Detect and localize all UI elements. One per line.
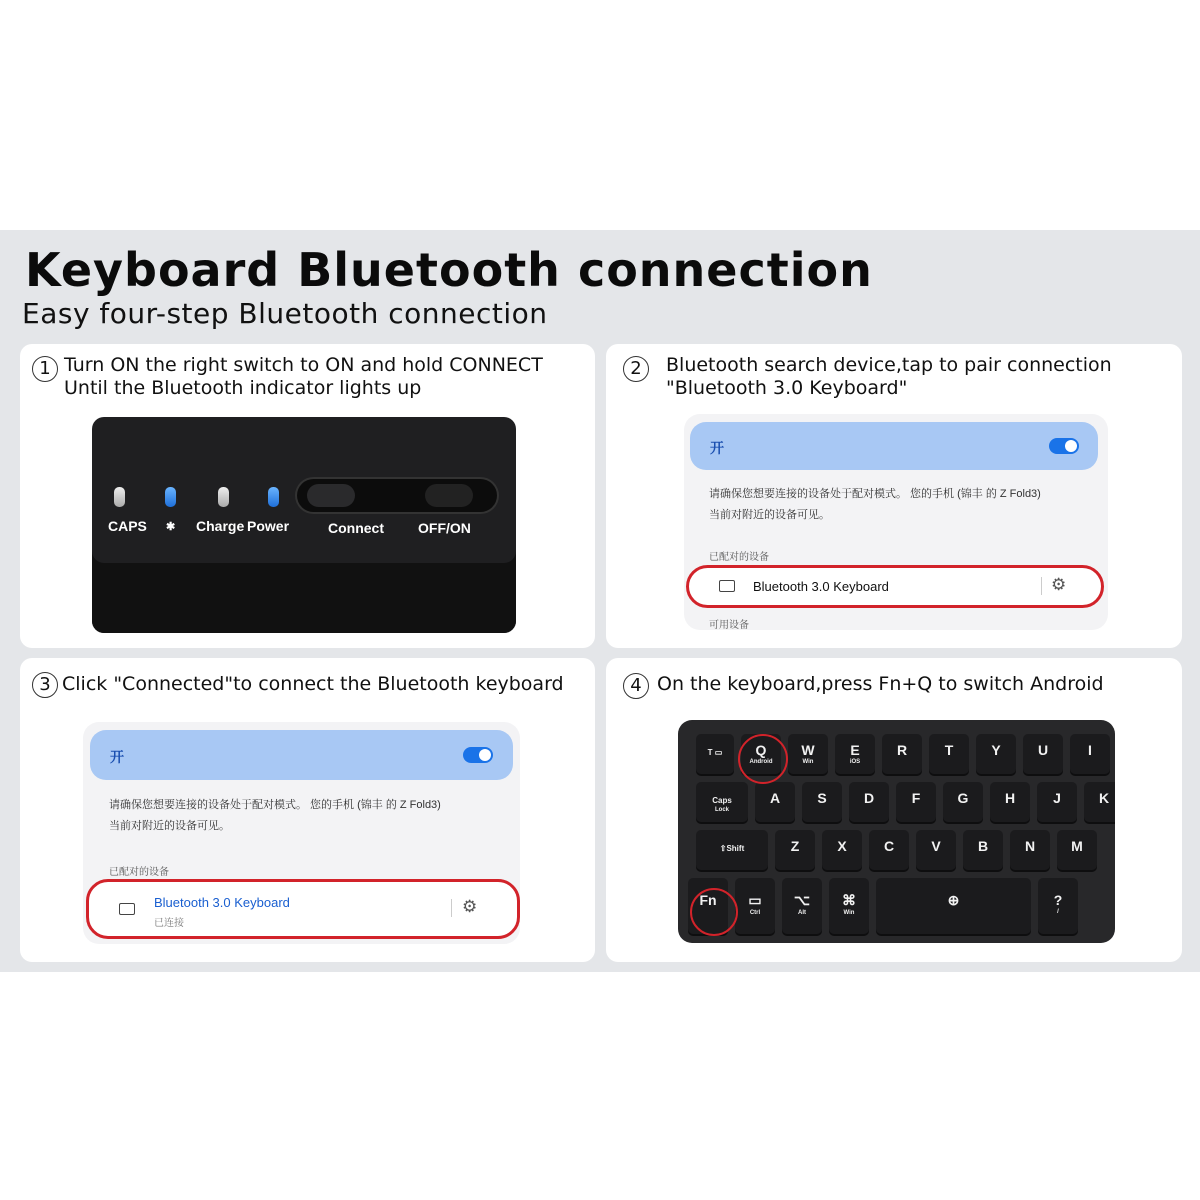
description-line: 请确保您想要连接的设备处于配对模式。 您的手机 (锦丰 的 Z Fold3): [709, 488, 1041, 500]
key-label: I: [1088, 742, 1092, 758]
key-label: N: [1024, 838, 1036, 854]
row-divider: [1041, 577, 1042, 595]
key-row1-2: [788, 734, 828, 774]
gear-icon[interactable]: ⚙: [462, 897, 478, 916]
pairing-description: [109, 795, 441, 837]
step-number: 3: [32, 672, 58, 698]
toggle-label: 开: [110, 749, 124, 765]
description-line: 当前对附近的设备可见。: [709, 509, 830, 521]
key-label: ?: [1053, 892, 1063, 908]
row-divider: [451, 899, 452, 917]
key-sublabel: /: [1057, 909, 1059, 915]
paired-devices-header: 已配对的设备: [109, 867, 169, 878]
keyboard-photo: [678, 720, 1115, 943]
key-row3-0: [696, 830, 768, 870]
key-label: Q: [755, 742, 767, 758]
key-row2-0: [696, 782, 748, 822]
key-label: J: [1053, 790, 1061, 806]
key-label: E: [850, 742, 860, 758]
description-line: 请确保您想要连接的设备处于配对模式。 您的手机 (锦丰 的 Z Fold3): [109, 799, 441, 811]
key-label: G: [957, 790, 969, 806]
key-row1-7: [1023, 734, 1063, 774]
key-label: M: [1071, 838, 1083, 854]
key-row3-6: [1010, 830, 1050, 870]
step-instruction: Bluetooth search device,tap to pair connection "Bluetooth 3.0 Keyboard": [666, 354, 1112, 399]
key-label: X: [837, 838, 847, 854]
offon-label: OFF/ON: [418, 520, 471, 536]
key-label: Caps: [712, 796, 732, 805]
key-row1-4: [882, 734, 922, 774]
key-label: V: [931, 838, 941, 854]
key-row3-2: [822, 830, 862, 870]
key-sublabel: Android: [749, 759, 773, 765]
paired-device-row[interactable]: [686, 565, 1104, 608]
step-number: 1: [32, 356, 58, 382]
key-sublabel: iOS: [849, 759, 861, 765]
key-row1-5: [929, 734, 969, 774]
key-label: S: [817, 790, 827, 806]
key-row2-7: [1037, 782, 1077, 822]
power-knob[interactable]: [425, 484, 473, 507]
bluetooth-settings-panel: [83, 722, 520, 944]
connected-device-row[interactable]: [86, 879, 520, 939]
bluetooth-indicator: [165, 487, 176, 507]
key-row1-0: [696, 734, 734, 774]
description-line: 当前对附近的设备可见。: [109, 820, 230, 832]
key-row4-5: [1038, 878, 1078, 934]
keyboard-icon: [119, 903, 135, 915]
step-card-3: [20, 658, 595, 962]
bluetooth-toggle[interactable]: [1049, 438, 1079, 454]
key-label: R: [896, 742, 908, 758]
page-subtitle: Easy four-step Bluetooth connection: [22, 297, 548, 330]
connect-knob[interactable]: [307, 484, 355, 507]
key-sublabel: Alt: [798, 910, 806, 916]
key-row1-6: [976, 734, 1016, 774]
caps-label: CAPS: [108, 518, 147, 534]
bluetooth-toggle[interactable]: [463, 747, 493, 763]
key-row2-1: [755, 782, 795, 822]
connected-status: 已连接: [154, 918, 184, 929]
key-row1-3: [835, 734, 875, 774]
key-label: D: [863, 790, 875, 806]
key-label: ⌥: [793, 892, 811, 908]
step-instruction: Click "Connected"to connect the Bluetooth keyboard: [62, 673, 564, 695]
key-label: Y: [991, 742, 1001, 758]
key-row2-5: [943, 782, 983, 822]
key-label: U: [1037, 742, 1049, 758]
power-indicator: [268, 487, 279, 507]
gear-icon[interactable]: ⚙: [1051, 575, 1067, 594]
key-row3-4: [916, 830, 956, 870]
step-instruction: Turn ON the right switch to ON and hold CONNECT Until the Bluetooth indicator lights up: [64, 354, 543, 399]
key-sublabel: Win: [802, 759, 814, 765]
key-row2-4: [896, 782, 936, 822]
caps-indicator: [114, 487, 125, 507]
pairing-description: [709, 484, 1041, 526]
paired-devices-header: 已配对的设备: [709, 552, 769, 563]
available-devices-header: 可用设备: [709, 620, 749, 631]
key-row2-8: [1084, 782, 1115, 822]
charge-label: Charge: [196, 518, 245, 534]
bluetooth-settings-panel: [684, 414, 1108, 630]
key-sublabel: Ctrl: [749, 910, 761, 916]
key-row3-1: [775, 830, 815, 870]
bluetooth-toggle-bar[interactable]: [690, 422, 1098, 470]
key-row2-6: [990, 782, 1030, 822]
connect-label: Connect: [328, 520, 384, 536]
key-sublabel: Win: [843, 910, 855, 916]
key-label: K: [1098, 790, 1110, 806]
key-label: W: [801, 742, 815, 758]
step-card-2: [606, 344, 1182, 648]
device-name: Bluetooth 3.0 Keyboard: [753, 579, 889, 594]
step-number: 2: [623, 356, 649, 382]
key-label: ▭: [748, 892, 762, 908]
keyboard-control-panel: [92, 417, 516, 633]
key-label: ⌘: [842, 892, 856, 908]
charge-indicator: [218, 487, 229, 507]
step-card-1: [20, 344, 595, 648]
key-label: ⊕: [947, 892, 960, 908]
key-row4-4: [876, 878, 1031, 934]
key-label: Fn: [699, 892, 717, 908]
step-number: 4: [623, 673, 649, 699]
key-label: A: [769, 790, 781, 806]
key-row4-3: [829, 878, 869, 934]
q-key-highlight-ring: [738, 734, 788, 784]
key-row2-2: [802, 782, 842, 822]
key-row3-3: [869, 830, 909, 870]
fn-key-highlight-ring: [690, 888, 738, 936]
toggle-label: 开: [710, 440, 724, 456]
bluetooth-toggle-bar[interactable]: [90, 730, 513, 780]
key-row2-3: [849, 782, 889, 822]
key-label: T: [944, 742, 954, 758]
key-label: C: [883, 838, 895, 854]
page-title: Keyboard Bluetooth connection: [25, 243, 873, 297]
step-card-4: [606, 658, 1182, 962]
key-label: H: [1004, 790, 1016, 806]
key-label: Z: [790, 838, 800, 854]
key-row4-2: [782, 878, 822, 934]
key-row3-5: [963, 830, 1003, 870]
key-row4-1: [735, 878, 775, 934]
connect-power-switch[interactable]: [297, 479, 497, 512]
power-label: Power: [247, 518, 290, 534]
key-label: T ▭: [707, 748, 723, 757]
device-name: Bluetooth 3.0 Keyboard: [154, 895, 290, 910]
key-label: ⇧Shift: [719, 844, 745, 853]
keyboard-icon: [719, 580, 735, 592]
bluetooth-icon: ✱: [166, 521, 176, 533]
key-row1-8: [1070, 734, 1110, 774]
key-label: F: [911, 790, 921, 806]
key-label: B: [977, 838, 989, 854]
key-sublabel: Lock: [714, 807, 729, 813]
key-row3-7: [1057, 830, 1097, 870]
step-instruction: On the keyboard,press Fn+Q to switch Android: [657, 673, 1104, 695]
